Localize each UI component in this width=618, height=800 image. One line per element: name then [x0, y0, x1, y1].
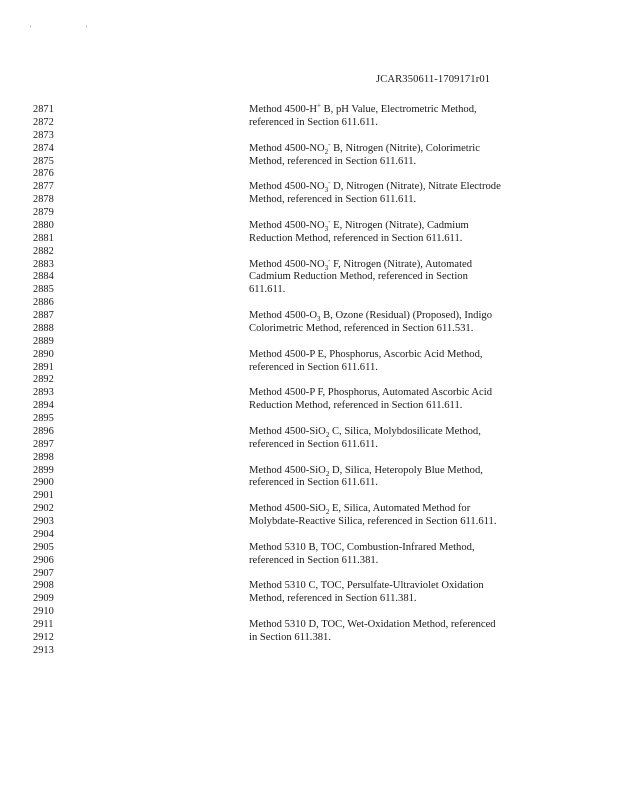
entry-line: Method $4500-NO_2^-$ B, Nitrogen (Nitrite), Colorimetric — [249, 140, 480, 156]
entry-line: Method 5310 C, TOC, Persulfate-Ultraviolet Oxidation — [249, 580, 484, 592]
line-number: 2913 — [33, 644, 54, 656]
entry-line: Molybdate-Reactive Silica, referenced in Section 611.611. — [249, 516, 497, 527]
method-entry — [249, 255, 589, 311]
entry-line: Method $4500-NO_3^-$ F, Nitrogen (Nitrate), Automated — [249, 255, 473, 272]
line-number: 2876 — [33, 168, 54, 180]
line-number: 2873 — [33, 129, 54, 141]
blank-line — [249, 374, 589, 387]
entry-line: Reduction Method, referenced in Section 611.611. — [249, 400, 463, 412]
entry-line: referenced in Section 611.611. — [249, 438, 378, 450]
entry-line: Method 4500-SiO$_2$ D, Silica, Heteropoly Blue Method, — [249, 464, 483, 478]
line-number: 2895 — [33, 413, 54, 424]
superscript: - — [328, 178, 331, 187]
subscript: 2 — [325, 430, 330, 439]
corner-marks: ' ' — [30, 24, 113, 33]
line-number: 2877 — [33, 181, 54, 193]
line-number: 2893 — [33, 387, 54, 399]
line-number: 2889 — [33, 335, 54, 347]
blank-line — [249, 490, 589, 503]
method-reference-list — [249, 101, 589, 658]
line-number: 2888 — [33, 322, 54, 334]
subscript: 2 — [325, 469, 330, 478]
superscript: - — [328, 217, 331, 226]
line-number: 2902 — [33, 503, 54, 515]
blank-line — [249, 130, 589, 143]
line-number: 2892 — [33, 374, 54, 386]
subscript: 3 — [324, 224, 329, 233]
entry-line: referenced in Section 611.611. — [249, 477, 378, 489]
entry-line: Method 5310 D, TOC, Wet-Oxidation Method, referenced — [249, 619, 496, 630]
entry-line: Cadmium Reduction Method, referenced in Section — [249, 271, 468, 283]
line-number: 2874 — [33, 142, 54, 154]
line-number: 2881 — [33, 232, 54, 244]
blank-line — [249, 168, 589, 181]
line-number: 2898 — [33, 451, 54, 463]
line-number: 2906 — [33, 554, 54, 566]
method-entry — [249, 310, 589, 349]
line-number: 2899 — [33, 464, 54, 476]
entry-line: Reduction Method, referenced in Section 611.611. — [249, 232, 463, 244]
line-number: 2880 — [33, 219, 54, 231]
line-number: 2891 — [33, 361, 54, 373]
document-id: JCAR350611-1709171r01 — [376, 74, 491, 85]
line-number: 2884 — [33, 271, 54, 283]
line-number: 2882 — [33, 245, 54, 257]
superscript: - — [328, 255, 331, 264]
line-number: 2875 — [33, 155, 54, 167]
line-number: 2900 — [33, 477, 54, 489]
line-number: 2904 — [33, 528, 54, 540]
blank-line — [249, 246, 589, 259]
line-number: 2894 — [33, 400, 54, 412]
entry-line: Method 5310 B, TOC, Combustion-Infrared Method, — [249, 541, 475, 553]
blank-line — [249, 297, 589, 310]
line-number: 2908 — [33, 580, 54, 592]
superscript: + — [316, 101, 321, 110]
subscript: 2 — [325, 508, 330, 517]
entry-line: Method, referenced in Section 611.611. — [249, 155, 417, 167]
line-number: 2909 — [33, 593, 54, 605]
method-entry — [249, 217, 589, 259]
blank-line — [249, 645, 589, 658]
subscript: 3 — [316, 315, 321, 324]
method-entry — [249, 101, 589, 143]
entry-line: referenced in Section 611.611. — [249, 116, 378, 128]
entry-line: Method $4500-NO_3^-$ E, Nitrogen (Nitrate), Cadmium — [249, 217, 469, 233]
line-number: 2901 — [33, 490, 54, 502]
line-number: 2879 — [33, 207, 54, 218]
blank-line — [249, 413, 589, 426]
method-entry — [249, 503, 589, 542]
entry-line: Method $4500-O_3$ B, Ozone (Residual) (Proposed), Indigo — [249, 310, 493, 324]
blank-line — [249, 529, 589, 542]
line-number: 2907 — [33, 567, 54, 579]
line-number: 2887 — [33, 310, 54, 321]
line-number: 2878 — [33, 194, 54, 206]
method-entry — [249, 140, 589, 182]
subscript: 3 — [324, 263, 329, 272]
entry-line: Method 4500-SiO$_2$ E, Silica, Automated Method for — [249, 503, 471, 517]
line-number: 2903 — [33, 516, 54, 527]
method-entry — [249, 580, 589, 619]
line-number: 2885 — [33, 284, 54, 296]
line-number: 2912 — [33, 631, 54, 643]
line-number: 2883 — [33, 258, 54, 270]
entry-line: Method 4500-SiO$_2$ C, Silica, Molybdosilicate Method, — [249, 425, 481, 439]
method-entry — [249, 542, 589, 581]
entry-line: Method 4500-H+ B, pH Value, Electrometric Method, — [249, 101, 477, 115]
line-number-column — [33, 104, 73, 658]
blank-line — [249, 452, 589, 465]
entry-line: Method $4500-NO_3^-$ D, Nitrogen (Nitrate), Nitrate Electrode — [249, 178, 501, 195]
blank-line — [249, 336, 589, 349]
line-number: 2910 — [33, 606, 54, 618]
blank-line — [249, 207, 589, 220]
entry-line: referenced in Section 611.611. — [249, 361, 378, 373]
blank-line — [249, 606, 589, 619]
entry-line: Method 4500-P E, Phosphorus, Ascorbic Acid Method, — [249, 348, 483, 360]
entry-line: referenced in Section 611.381. — [249, 554, 379, 566]
entry-line: Method, referenced in Section 611.381. — [249, 593, 417, 605]
entry-line: Method 4500-P F, Phosphorus, Automated Ascorbic Acid — [249, 387, 492, 399]
method-entry — [249, 349, 589, 388]
method-entry — [249, 465, 589, 504]
entry-line: Method, referenced in Section 611.611. — [249, 194, 417, 206]
method-entry — [249, 178, 589, 220]
line-number: 2911 — [33, 619, 54, 630]
line-number: 2872 — [33, 116, 54, 128]
line-number: 2897 — [33, 438, 54, 450]
line-number: 2905 — [33, 541, 54, 553]
subscript: 2 — [324, 147, 329, 156]
blank-line — [249, 568, 589, 581]
method-entry — [249, 619, 589, 658]
line-number: 2890 — [33, 348, 54, 360]
method-entry — [249, 426, 589, 465]
entry-line: in Section 611.381. — [249, 631, 331, 643]
line-number: 2896 — [33, 425, 54, 437]
method-entry — [249, 387, 589, 426]
line-number: 2871 — [33, 104, 54, 115]
line-number: 2886 — [33, 297, 54, 309]
subscript: 3 — [324, 186, 329, 195]
entry-line: 611.611. — [249, 284, 286, 296]
superscript: - — [328, 140, 331, 149]
entry-line: Colorimetric Method, referenced in Section 611.531. — [249, 322, 474, 334]
